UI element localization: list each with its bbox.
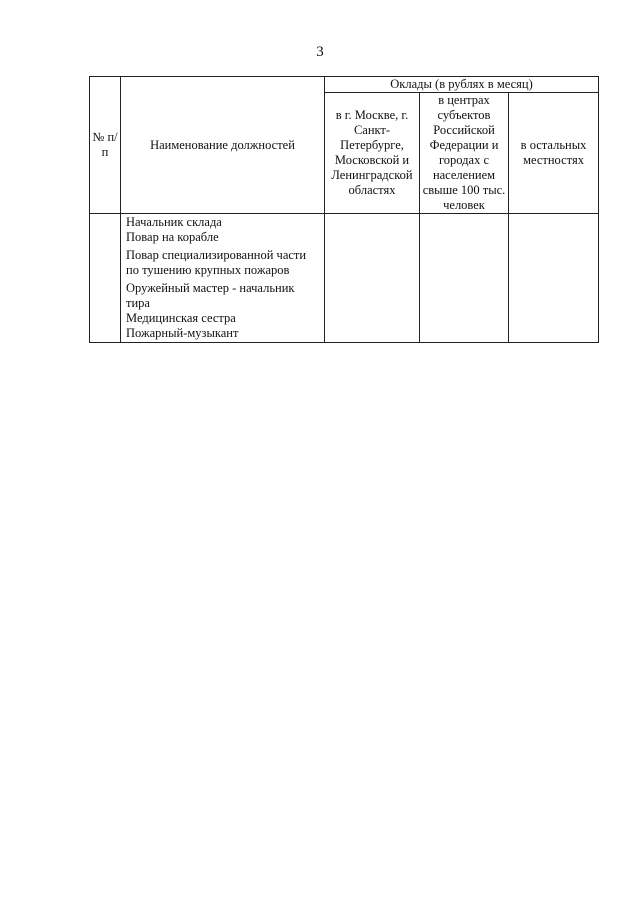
position-item: Пожарный-музыкант: [126, 326, 239, 340]
header-other-localities: в остальных местностях: [509, 93, 599, 214]
position-item: Медицинская сестра: [126, 311, 236, 325]
position-item: Повар на корабле: [126, 230, 219, 244]
salary-moscow-cell: [325, 214, 420, 343]
positions-cell: [121, 214, 325, 343]
header-moscow: в г. Москве, г. Санкт-Петербурге, Московской и Ленинградской областях: [325, 93, 420, 214]
position-item: Оружейный мастер - начальник тира: [126, 281, 295, 310]
header-number: № п/п: [90, 77, 121, 214]
salary-other-cell: [509, 214, 599, 343]
page-number: 3: [316, 44, 324, 60]
position-item: Начальник склада: [126, 215, 222, 229]
header-position-name: Наименование должностей: [121, 77, 325, 214]
position-item: Повар специализированной части по тушению крупных пожаров: [126, 248, 307, 277]
header-salaries: Оклады (в рублях в месяц): [325, 77, 599, 93]
header-regional-centers: в центрах субъектов Российской Федерации и городах с населением свыше 100 тыс. человек: [420, 93, 509, 214]
row-number-cell: [90, 214, 121, 343]
salary-table: [89, 76, 599, 343]
salary-centers-cell: [420, 214, 509, 343]
